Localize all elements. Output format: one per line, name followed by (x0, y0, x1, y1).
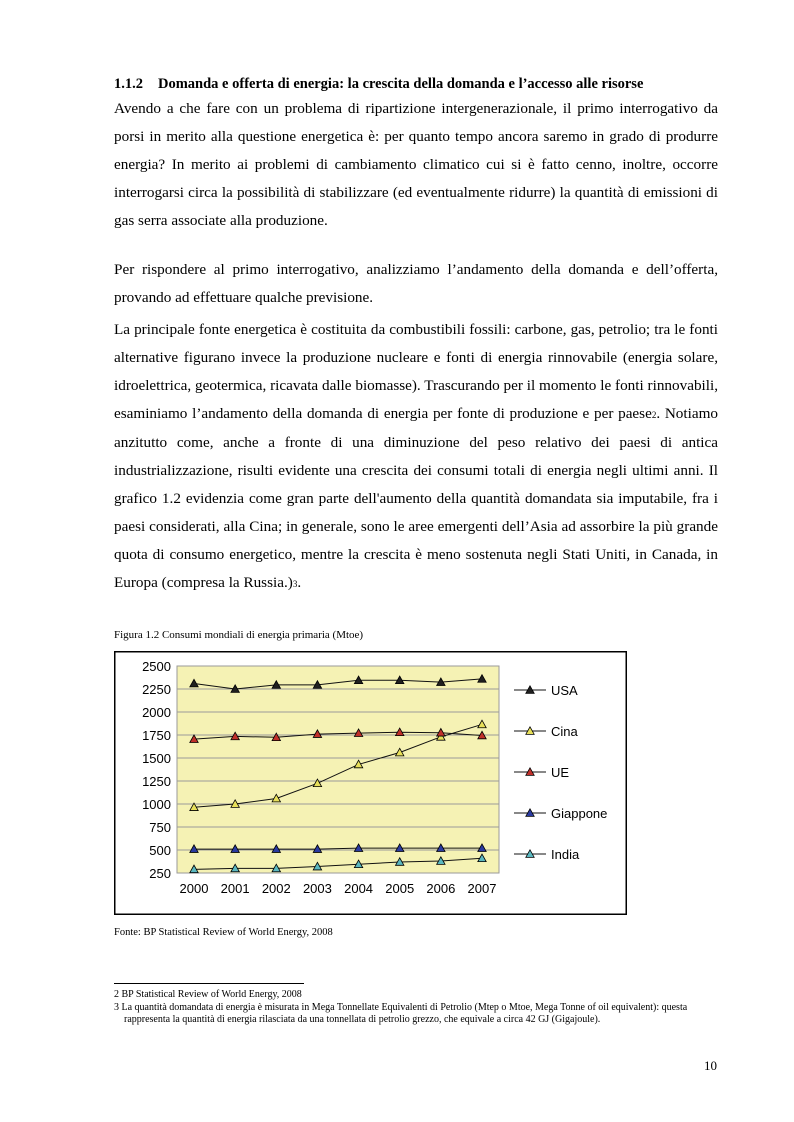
y-tick-label: 500 (149, 843, 171, 858)
y-tick-label: 250 (149, 866, 171, 881)
y-tick-label: 2250 (142, 682, 171, 697)
section-number: 1.1.2 (114, 76, 143, 92)
footnote-2: 2 BP Statistical Review of World Energy, 2008 (114, 989, 302, 1000)
section-heading (114, 76, 714, 93)
figure-caption: Figura 1.2 Consumi mondiali di energia primaria (Mtoe) (114, 629, 364, 641)
paragraph-1: Avendo a che fare con un problema di ripartizione intergenerazionale, il primo interrogativo da porsi in merito alla questione energetica è: per quanto tempo ancora saremo in grado di produrre energia? In merito ai problemi di cambiamento climatico cui si è fatto cenno, inoltre, occorre interrogarsi circa la possibilità di stabilizzare (ed eventualmente ridurre) la quantità di emissioni di gas serra associate alla produzione. (114, 100, 718, 229)
x-tick-label: 2001 (220, 881, 250, 896)
x-tick-label: 2002 (261, 881, 291, 896)
figure-source: Fonte: BP Statistical Review of World Energy, 2008 (114, 927, 333, 938)
legend-label-ue: UE (551, 765, 570, 780)
y-tick-label: 1000 (142, 797, 171, 812)
legend-label-giappone: Giappone (551, 806, 608, 821)
paragraph-3-text-b: . Notiamo anzitutto come, anche a fronte di una diminuzione del peso relativo dei paesi di antica industrializzazione, risulti evidente una crescita dei consumi totali di energia negli ultimi anni. Il grafico 1.2 evidenzia come gran parte dell'aumento della quantità domandata sia imputabile, fra i paesi considerati, alla Cina; in generale, sono le aree emergenti dell’Asia ad assorbire la più grande quota di consumo energetico, mentre la crescita è meno sostenuta negli Stati Uniti, in Canada, in Europa (compresa la Russia.) (114, 405, 718, 591)
legend-label-india: India (551, 847, 580, 862)
legend-label-cina: Cina (551, 724, 578, 739)
plot-area (177, 666, 499, 873)
chart-svg (114, 651, 627, 915)
y-tick-label: 2000 (142, 705, 171, 720)
paragraph-2: Per rispondere al primo interrogativo, analizziamo l’andamento della domanda e dell’offerta, provando ad effettuare qualche previsione. (114, 261, 718, 306)
x-tick-label: 2004 (344, 881, 374, 896)
footnote-ref-2[interactable]: 2 (651, 410, 657, 420)
footnotes (114, 989, 718, 1027)
legend-label-usa: USA (551, 683, 578, 698)
x-tick-label: 2003 (302, 881, 332, 896)
x-tick-label: 2007 (467, 881, 497, 896)
paragraph-3-text-a: La principale fonte energetica è costituita da combustibili fossili: carbone, gas, petrolio; tra le fonti alternative figurano invece la produzione nucleare e fonti di energia rinnovabile (energia solare, idroelettrica, geotermica, ricavata dalle biomasse). Trascurando per il momento le fonti rinnovabili, esaminiamo l’andamento della domanda di energia per fonte di produzione e per paese (114, 321, 718, 422)
energy-consumption-chart (114, 651, 627, 915)
footnote-separator (114, 983, 304, 984)
paragraph-3-text-c: . (297, 574, 302, 591)
section-title: Domanda e offerta di energia: la crescita della domanda e l’accesso alle risorse (158, 76, 644, 92)
y-tick-label: 1500 (142, 751, 171, 766)
y-tick-label: 1250 (142, 774, 171, 789)
y-tick-label: 2500 (142, 659, 171, 674)
page-number: 10 (704, 1058, 717, 1073)
footnote-3: 3 La quantità domandata di energia è misurata in Mega Tonnellate Equivalenti di Petrolio (Mtep o Mtoe, Mega Tonne of oil equivalent): questa rappresenta la quantità di energia rilasciata da una tonnellata di petrolio grezzo, che equivale a circa 42 GJ (Gigajoule). (114, 1001, 688, 1025)
footnote-ref-3[interactable]: 3 (292, 579, 298, 589)
x-tick-label: 2006 (426, 881, 456, 896)
y-tick-label: 1750 (142, 728, 171, 743)
y-tick-label: 750 (149, 820, 171, 835)
paragraph-3 (114, 316, 718, 598)
x-tick-label: 2000 (179, 881, 209, 896)
x-tick-label: 2005 (385, 881, 415, 896)
